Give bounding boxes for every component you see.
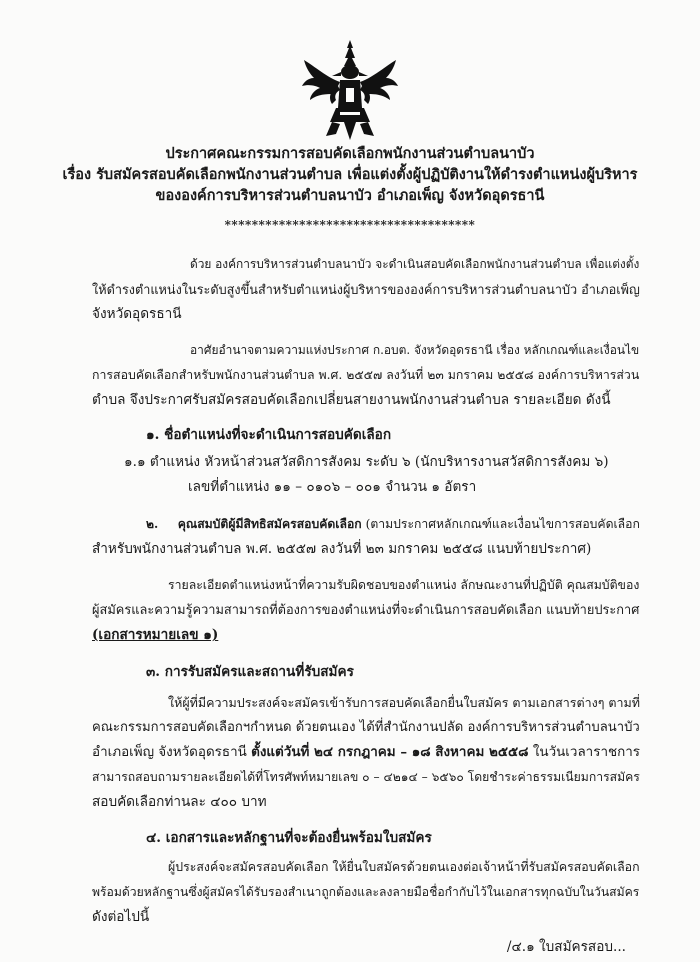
- authority-line-2: การสอบคัดเลือกสำหรับพนักงานส่วนตำบล พ.ศ. ๒๕๕๗ ลงวันที่ ๒๓ มกราคม ๒๕๕๘ องค์การบริหารส่วน: [92, 368, 640, 382]
- section-3-line-5: สอบคัดเลือกท่านละ ๔๐๐ บาท: [92, 794, 267, 810]
- section-2-line-2: สำหรับพนักงานส่วนตำบล พ.ศ. ๒๕๕๗ ลงวันที่ ๒๓ มกราคม ๒๕๕๘ แนบท้ายประกาศ): [92, 541, 592, 557]
- authority-line-3: ตำบล จึงประกาศรับสมัครสอบคัดเลือกเปลี่ยนสายงานพนักงานส่วนตำบล รายละเอียด ดังนี้: [92, 392, 611, 408]
- section-3-line-4: สามารถสอบถามรายละเอียดได้ที่โทรศัพท์หมายเลข ๐ – ๔๒๑๔ – ๖๕๖๐ โดยชำระค่าธรรมเนียมการสมัคร: [92, 770, 640, 784]
- intro-line-1: ด้วย องค์การบริหารส่วนตำบลนาบัว จะดำเนินสอบคัดเลือกพนักงานส่วนตำบล เพื่อแต่งตั้ง: [190, 257, 640, 271]
- attachment-reference: (เอกสารหมายเลข ๑): [92, 627, 219, 643]
- announcement-subject: เรื่อง รับสมัครสอบคัดเลือกพนักงานส่วนตำบล เพื่อแต่งตั้งผู้ปฏิบัติงานให้ดำรงตำแหน่งผู้บริหาร: [62, 166, 638, 183]
- intro-line-3: จังหวัดอุดรธานี: [92, 306, 182, 322]
- section-4-line-1: ผู้ประสงค์จะสมัครสอบคัดเลือก ให้ยื่นใบสมัครด้วยตนเองต่อเจ้าหน้าที่รับสมัครสอบคัดเลือก: [168, 860, 640, 874]
- application-period: ตั้งแต่วันที่ ๒๔ กรกฎาคม – ๑๘ สิงหาคม ๒๕๕๘: [251, 744, 529, 760]
- section-3-location: อำเภอเพ็ญ จังหวัดอุดรธานี: [92, 745, 252, 760]
- separator-line: *************************************: [224, 218, 476, 232]
- continued-footer: /๔.๑ ใบสมัครสอบ...: [506, 939, 626, 955]
- announcement-title: ประกาศคณะกรรมการสอบคัดเลือกพนักงานส่วนตำบลนาบัว: [165, 145, 535, 162]
- section-3-office-hours: ในวันเวลาราชการ: [528, 745, 641, 760]
- section-1-position-number: เลขที่ตำแหน่ง ๑๑ – ๐๑๐๖ – ๐๐๑ จำนวน ๑ อัตรา: [188, 479, 477, 495]
- section-2-detail-line-1: รายละเอียดตำแหน่งหน้าที่ความรับผิดชอบของตำแหน่ง ลักษณะงานที่ปฏิบัติ คุณสมบัติของ: [168, 578, 640, 592]
- section-4-line-2: พร้อมด้วยหลักฐานซึ่งผู้สมัครได้รับรองสำเนาถูกต้องและลงลายมือชื่อกำกับไว้ในเอกสารทุกฉบับในวันสมัคร: [92, 885, 640, 899]
- announcement-organization: ขององค์การบริหารส่วนตำบลนาบัว อำเภอเพ็ญ จังหวัดอุดรธานี: [155, 187, 545, 204]
- section-1-heading: ๑. ชื่อตำแหน่งที่จะดำเนินการสอบคัดเลือก: [146, 427, 392, 443]
- section-2-detail-line-2: ผู้สมัครและความรู้ความสามารถที่ต้องการของตำแหน่งที่จะดำเนินการสอบคัดเลือก แนบท้ายประกาศ: [92, 603, 640, 618]
- section-3-line-3: [92, 740, 640, 766]
- section-2-rest: (ตามประกาศหลักเกณฑ์และเงื่อนไขการสอบคัดเลือก: [361, 517, 640, 531]
- section-1-position: ๑.๑ ตำแหน่ง หัวหน้าส่วนสวัสดิการสังคม ระดับ ๖ (นักบริหารงานสวัสดิการสังคม ๖): [124, 454, 609, 470]
- authority-line-1: อาศัยอำนาจตามความแห่งประกาศ ก.อบต. จังหวัดอุดรธานี เรื่อง หลักเกณฑ์และเงื่อนไข: [190, 343, 640, 357]
- section-2-line-1: [146, 512, 640, 538]
- section-2-heading: คุณสมบัติผู้มีสิทธิสมัครสอบคัดเลือก: [177, 517, 362, 531]
- section-3-line-1: ให้ผู้ที่มีความประสงค์จะสมัครเข้ารับการสอบคัดเลือกยื่นใบสมัคร ตามเอกสารต่างๆ ตามที่: [168, 695, 641, 710]
- section-4-heading: ๔. เอกสารและหลักฐานที่จะต้องยื่นพร้อมใบสมัคร: [146, 830, 432, 846]
- section-2-number: ๒.: [146, 517, 159, 531]
- intro-line-2: ให้ดำรงตำแหน่งในระดับสูงขึ้นสำหรับตำแหน่งผู้บริหารขององค์การบริหารส่วนตำบลนาบัว อำเภอเพ็ญ: [92, 282, 640, 297]
- section-3-line-2: คณะกรรมการสอบคัดเลือกฯกำหนด ด้วยตนเอง ได้ที่สำนักงานปลัด องค์การบริหารส่วนตำบลนาบัว: [92, 720, 640, 735]
- section-3-heading: ๓. การรับสมัครและสถานที่รับสมัคร: [146, 664, 354, 680]
- section-4-line-3: ดังต่อไปนี้: [92, 909, 150, 925]
- garuda-emblem-icon: [300, 38, 400, 142]
